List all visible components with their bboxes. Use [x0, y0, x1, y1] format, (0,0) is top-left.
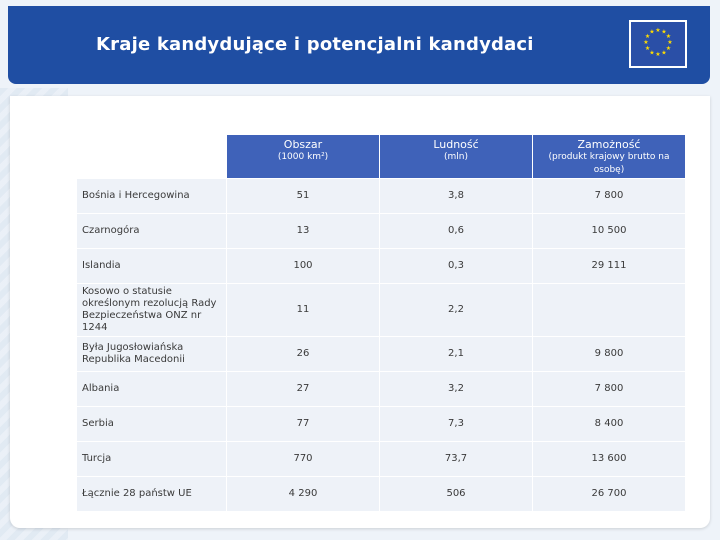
- svg-text:★: ★: [644, 45, 651, 52]
- population-value: 0,3: [380, 249, 532, 283]
- country-name: Kosowo o statusie określonym rezolucją Rady Bezpieczeństwa ONZ nr 1244: [77, 284, 226, 336]
- table-row: [77, 284, 685, 336]
- table-row: [77, 179, 685, 213]
- wealth-value: 26 700: [533, 477, 685, 511]
- column-header-area: [227, 135, 379, 178]
- svg-text:★: ★: [661, 49, 667, 57]
- svg-text:★: ★: [665, 33, 672, 40]
- column-header-wealth: [533, 135, 685, 178]
- country-name: Czarnogóra: [77, 214, 226, 248]
- area-value: 26: [227, 337, 379, 371]
- wealth-value: [533, 284, 685, 336]
- svg-text:★: ★: [665, 45, 672, 52]
- table-row: [77, 407, 685, 441]
- wealth-value: 7 800: [533, 372, 685, 406]
- area-value: 11: [227, 284, 379, 336]
- wealth-value: 13 600: [533, 442, 685, 476]
- svg-text:★: ★: [649, 49, 655, 57]
- header-empty-cell: [77, 135, 226, 178]
- column-subtitle: (produkt krajowy brutto na osobę): [548, 152, 670, 175]
- wealth-value: 7 800: [533, 179, 685, 213]
- wealth-value: 9 800: [533, 337, 685, 371]
- wealth-value: 8 400: [533, 407, 685, 441]
- table-row: [77, 372, 685, 406]
- population-value: 2,2: [380, 284, 532, 336]
- table-row: [77, 442, 685, 476]
- area-value: 100: [227, 249, 379, 283]
- population-value: 0,6: [380, 214, 532, 248]
- area-value: 51: [227, 179, 379, 213]
- area-value: 4 290: [227, 477, 379, 511]
- country-name: Bośnia i Hercegowina: [77, 179, 226, 213]
- slide-title: Kraje kandydujące i potencjalni kandydaci: [96, 34, 534, 55]
- country-name: Islandia: [77, 249, 226, 283]
- country-name: Serbia: [77, 407, 226, 441]
- table-row: [77, 249, 685, 283]
- svg-text:★: ★: [644, 33, 651, 40]
- svg-text:★: ★: [655, 51, 661, 58]
- column-subtitle: (mln): [444, 152, 468, 162]
- svg-text:★: ★: [655, 27, 661, 34]
- eu-flag-icon: [629, 20, 687, 68]
- svg-text:★: ★: [649, 28, 655, 36]
- column-title: Obszar: [283, 138, 323, 151]
- svg-text:★: ★: [661, 28, 667, 36]
- area-value: 13: [227, 214, 379, 248]
- column-title: Ludność: [433, 138, 479, 151]
- eu-flag-svg: [631, 22, 685, 66]
- population-value: 3,8: [380, 179, 532, 213]
- table-row: [77, 477, 685, 511]
- country-name: Była Jugosłowiańska Republika Macedonii: [77, 337, 226, 371]
- table-row: [77, 214, 685, 248]
- population-value: 73,7: [380, 442, 532, 476]
- column-header-population: [380, 135, 532, 178]
- candidate-countries-table: [76, 134, 686, 512]
- country-name: Łącznie 28 państw UE: [77, 477, 226, 511]
- svg-text:★: ★: [643, 39, 649, 46]
- wealth-value: 10 500: [533, 214, 685, 248]
- area-value: 77: [227, 407, 379, 441]
- population-value: 506: [380, 477, 532, 511]
- table-row: [77, 337, 685, 371]
- population-value: 3,2: [380, 372, 532, 406]
- country-name: Albania: [77, 372, 226, 406]
- country-name: Turcja: [77, 442, 226, 476]
- population-value: 7,3: [380, 407, 532, 441]
- column-subtitle: (1000 km²): [277, 152, 329, 162]
- column-title: Zamożność: [577, 138, 641, 151]
- table-header-row: [77, 135, 685, 178]
- area-value: 27: [227, 372, 379, 406]
- svg-text:★: ★: [667, 39, 673, 46]
- wealth-value: 29 111: [533, 249, 685, 283]
- area-value: 770: [227, 442, 379, 476]
- population-value: 2,1: [380, 337, 532, 371]
